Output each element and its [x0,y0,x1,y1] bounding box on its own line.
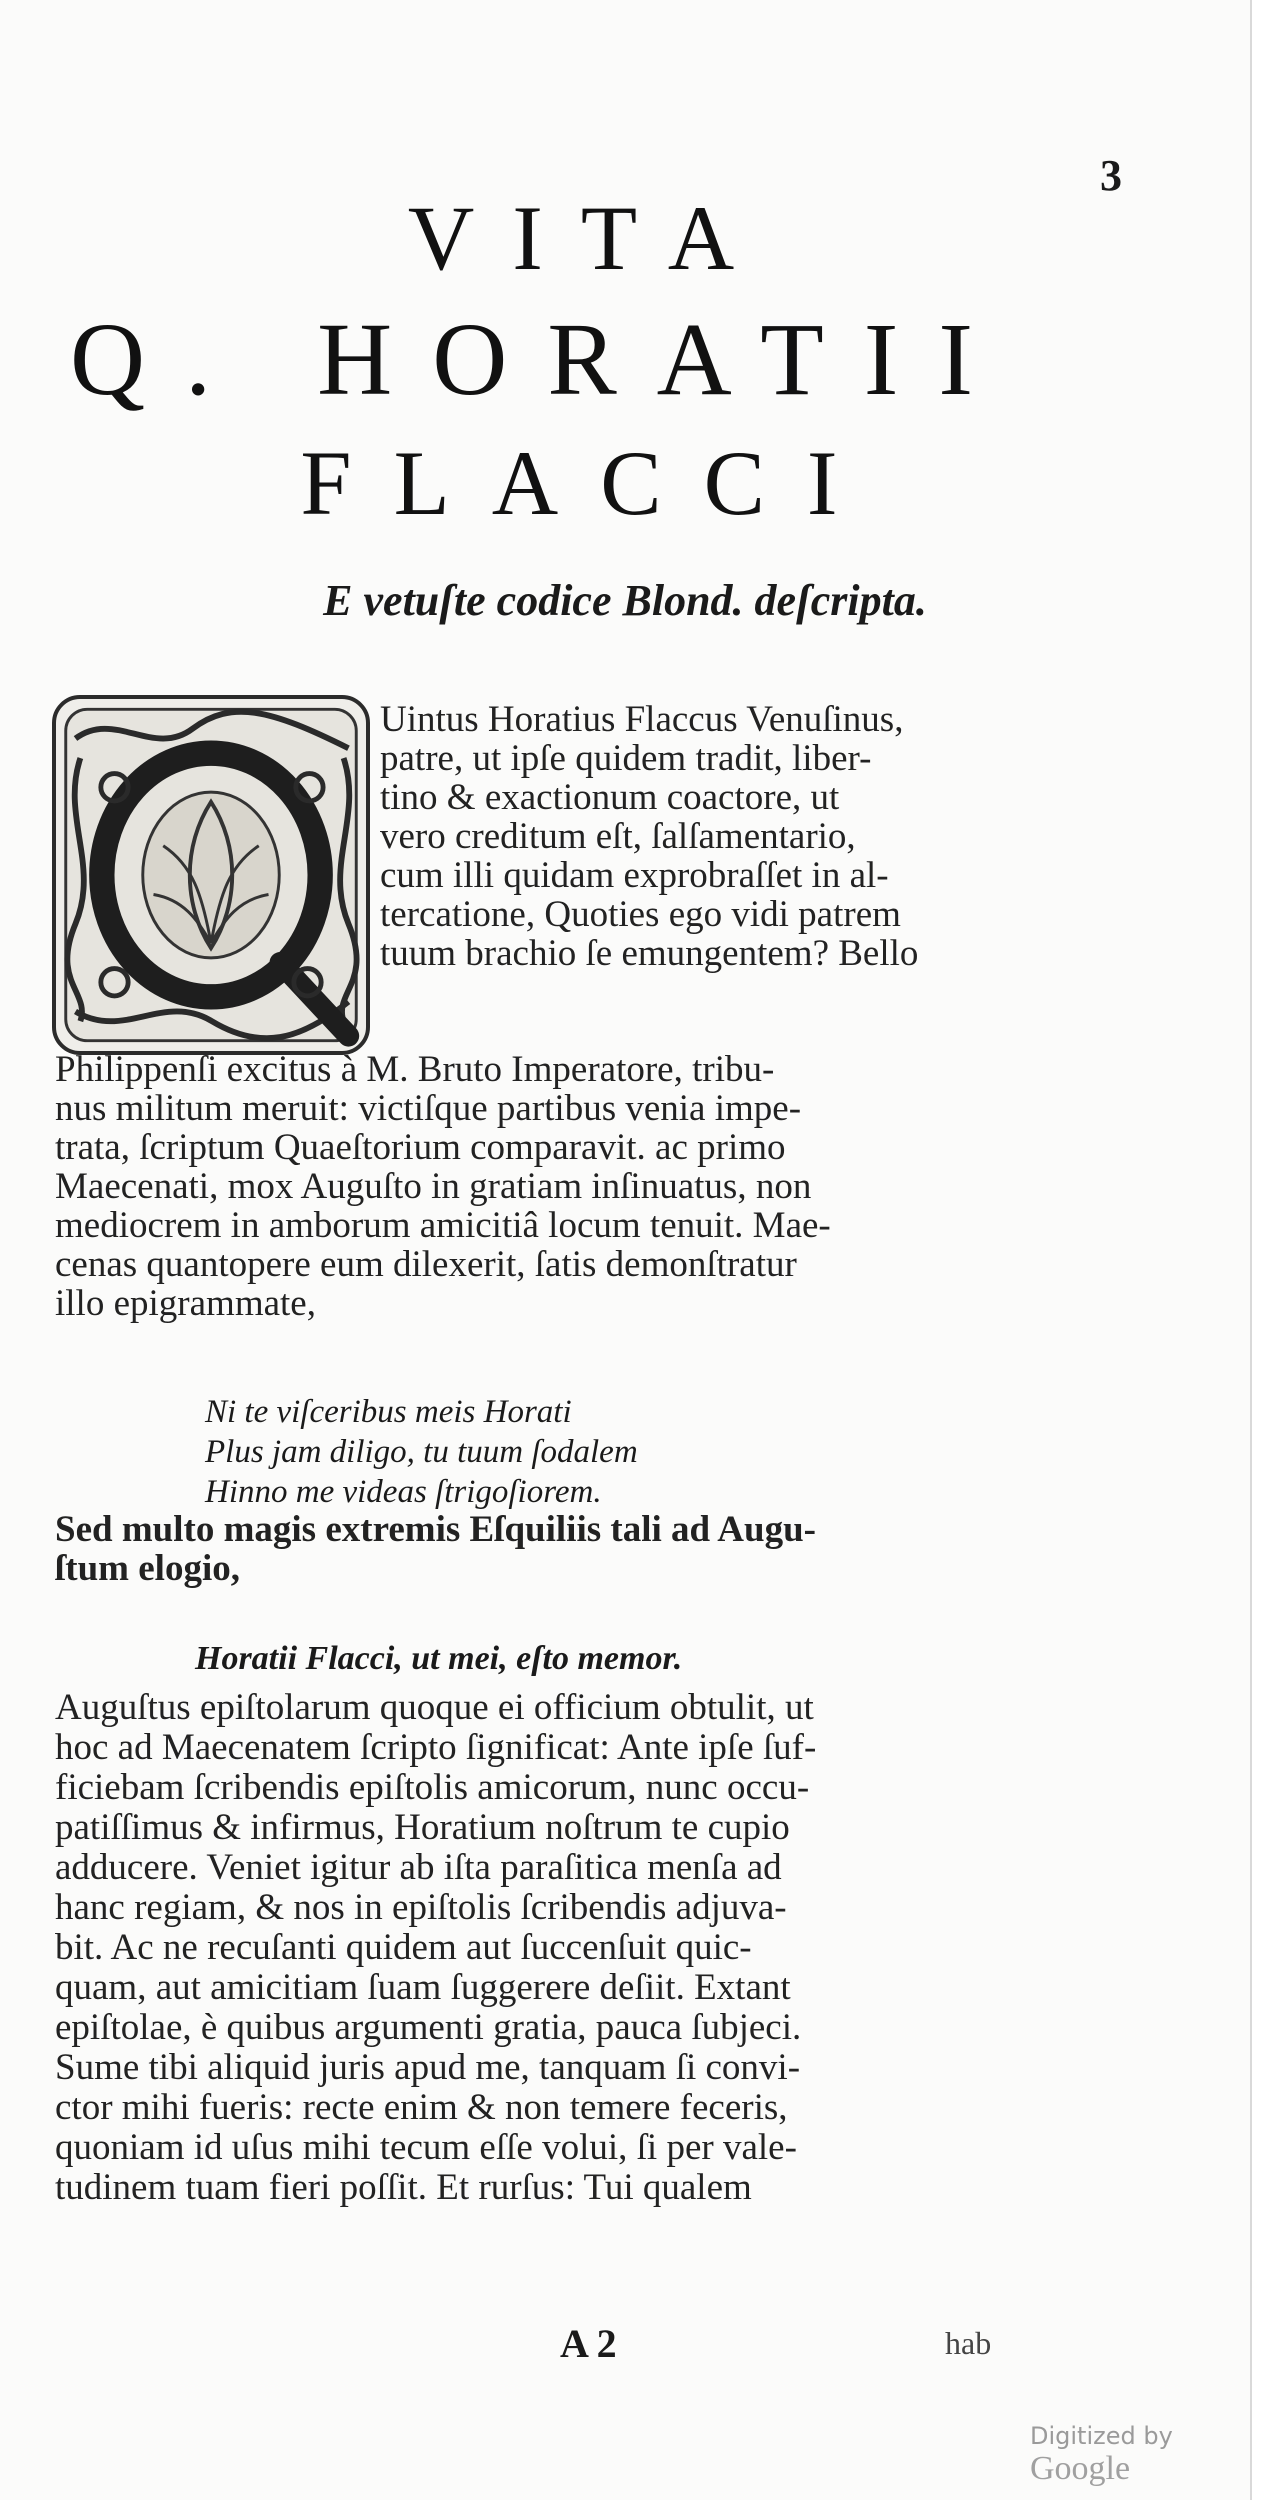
text-line: cum illi quidam exprobraſſet in al- [380,855,889,896]
title-line-vita: VITA [407,187,773,289]
ornament-icon [56,699,366,1051]
verse-line: Ni te viſceribus meis Horati [205,1394,572,1430]
text-line: cenas quantopere eum dilexerit, ſatis demonſtratur [55,1244,797,1285]
text-line: Auguſtus epiſtolarum quoque ei officium obtulit, ut [55,1687,814,1728]
paragraph-epistles [55,1688,1095,2208]
text-line: Maecenati, mox Auguſto in gratiam inſinuatus, non [55,1166,812,1207]
digitization-watermark [1030,2422,1250,2488]
text-line: hoc ad Maecenatem ſcripto ſignificat: Ante ipſe ſuf- [55,1727,817,1768]
title-line-flacci: FLACCI [300,432,880,534]
text-line: Philippenſi excitus à M. Bruto Imperatore, tribu- [55,1049,775,1090]
watermark-prefix: Digitized by [1030,2422,1173,2450]
text-line: bit. Ac ne recuſanti quidem aut ſuccenſuit quic- [55,1927,752,1968]
page-number: 3 [1100,151,1122,200]
title-line-horatii: Q. HORATII [70,302,1014,417]
text-line: ctor mihi fueris: recte enim & non temere feceris, [55,2087,788,2128]
text-line: epiſtolae, è quibus argumenti gratia, pauca ſubjeci. [55,2007,802,2048]
decorated-initial-q-image [52,695,370,1055]
verse-line: Plus jam diligo, tu tuum ſodalem [205,1434,638,1470]
watermark-brand: Google [1030,2450,1131,2487]
paragraph-continued [55,1050,1095,1323]
text-line: adducere. Veniet igitur ab iſta paraſitica menſa ad [55,1847,782,1888]
text-line: tercatione, Quoties ego vidi patrem [380,894,901,935]
subtitle: E vetuſte codice Blond. deſcripta. [323,576,927,625]
text-line: tudinem tuam fieri poſſit. Et rurſus: Tui qualem [55,2167,752,2208]
text-line: ſtum elogio, [55,1548,240,1589]
catchword: hab [945,2325,992,2361]
text-line: trata, ſcriptum Quaeſtorium comparavit. ac primo [55,1127,786,1168]
text-line: nus militum meruit: victiſque partibus venia impe- [55,1088,802,1129]
text-line: patre, ut ipſe quidem tradit, liber- [380,738,872,779]
verse-line: Hinno me videas ſtrigoſiorem. [205,1474,602,1510]
paragraph-augustus-elogium [55,1510,1095,1588]
text-line: ficiebam ſcribendis epiſtolis amicorum, nunc occu- [55,1767,810,1808]
text-line: Sed multo magis extremis Eſquiliis tali ad Augu- [55,1509,816,1550]
text-line: Sume tibi aliquid juris apud me, tanquam ſi convi- [55,2047,801,2088]
verse-quotation [205,1392,1005,1512]
paragraph-opening [380,700,1080,973]
text-line: patiſſimus & infirmus, Horatium noſtrum te cupio [55,1807,790,1848]
text-line: mediocrem in amborum amicitiâ locum tenuit. Mae- [55,1205,831,1246]
text-line: hanc regiam, & nos in epiſtolis ſcribendis adjuva- [55,1887,787,1928]
page-edge [1250,0,1252,2500]
text-line: tuum brachio ſe emungentem? Bello [380,933,919,974]
signature-mark: A 2 [560,2321,617,2366]
text-line: quam, aut amicitiam ſuam ſuggerere deſiit. Extant [55,1967,791,2008]
text-line: tino & exactionum coactore, ut [380,777,840,818]
text-line: illo epigrammate, [55,1283,316,1324]
text-line: vero creditum eſt, ſalſamentario, [380,816,856,857]
text-line: Uintus Horatius Flaccus Venuſinus, [380,699,904,740]
verse-quotation-short: Horatii Flacci, ut mei, eſto memor. [195,1640,683,1677]
text-line: quoniam id uſus mihi tecum eſſe volui, ſi per vale- [55,2127,797,2168]
